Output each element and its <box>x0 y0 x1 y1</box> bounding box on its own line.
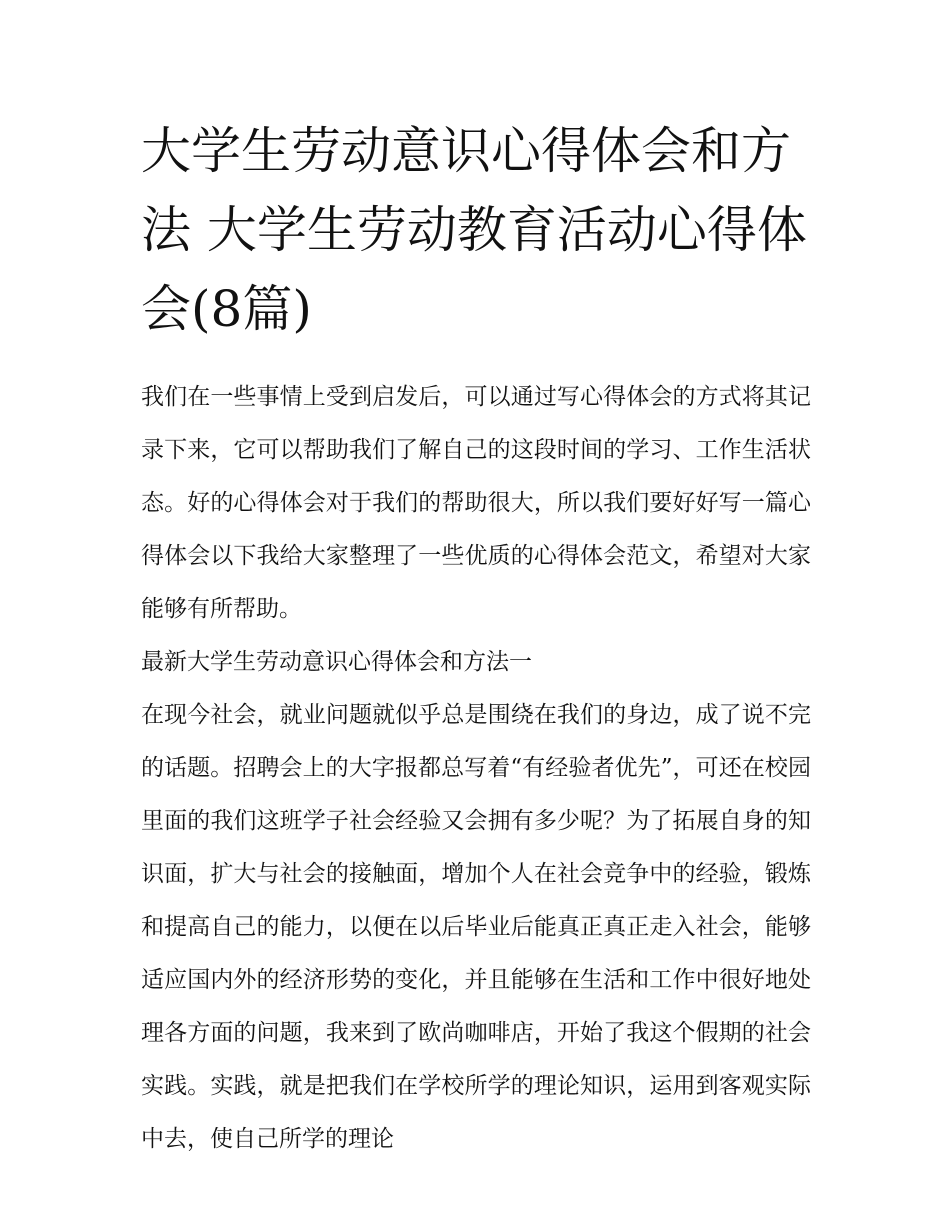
section-heading: 最新大学生劳动意识心得体会和方法一 <box>141 649 532 675</box>
section-body-paragraph: 在现今社会，就业问题就似乎总是围绕在我们的身边，成了说不完的话题。招聘会上的大字报都总写着“有经验者优先”，可还在校园里面的我们这班学子社会经验又会拥有多少呢？为了拓展自身的知识面，扩大与社会的接触面，增加个人在社会竞争中的经验，锻炼和提高自己的能力，以便在以后毕业后能真正真正走入社会，能够适应国内外的经济形势的变化，并且能够在生活和工作中很好地处理各方面的问题，我来到了欧尚咖啡店，开始了我这个假期的社会实践。实践，就是把我们在学校所学的理论知识，运用到客观实际中去，使自己所学的理论 <box>141 702 811 1152</box>
document-content <box>141 112 811 1166</box>
document-title: 大学生劳动意识心得体会和方法 大学生劳动教育活动心得体会(8篇) <box>141 122 807 338</box>
intro-paragraph: 我们在一些事情上受到启发后，可以通过写心得体会的方式将其记录下来，它可以帮助我们了解自己的这段时间的学习、工作生活状态。好的心得体会对于我们的帮助很大，所以我们要好好写一篇心得体会以下我给大家整理了一些优质的心得体会范文，希望对大家能够有所帮助。 <box>141 384 811 622</box>
